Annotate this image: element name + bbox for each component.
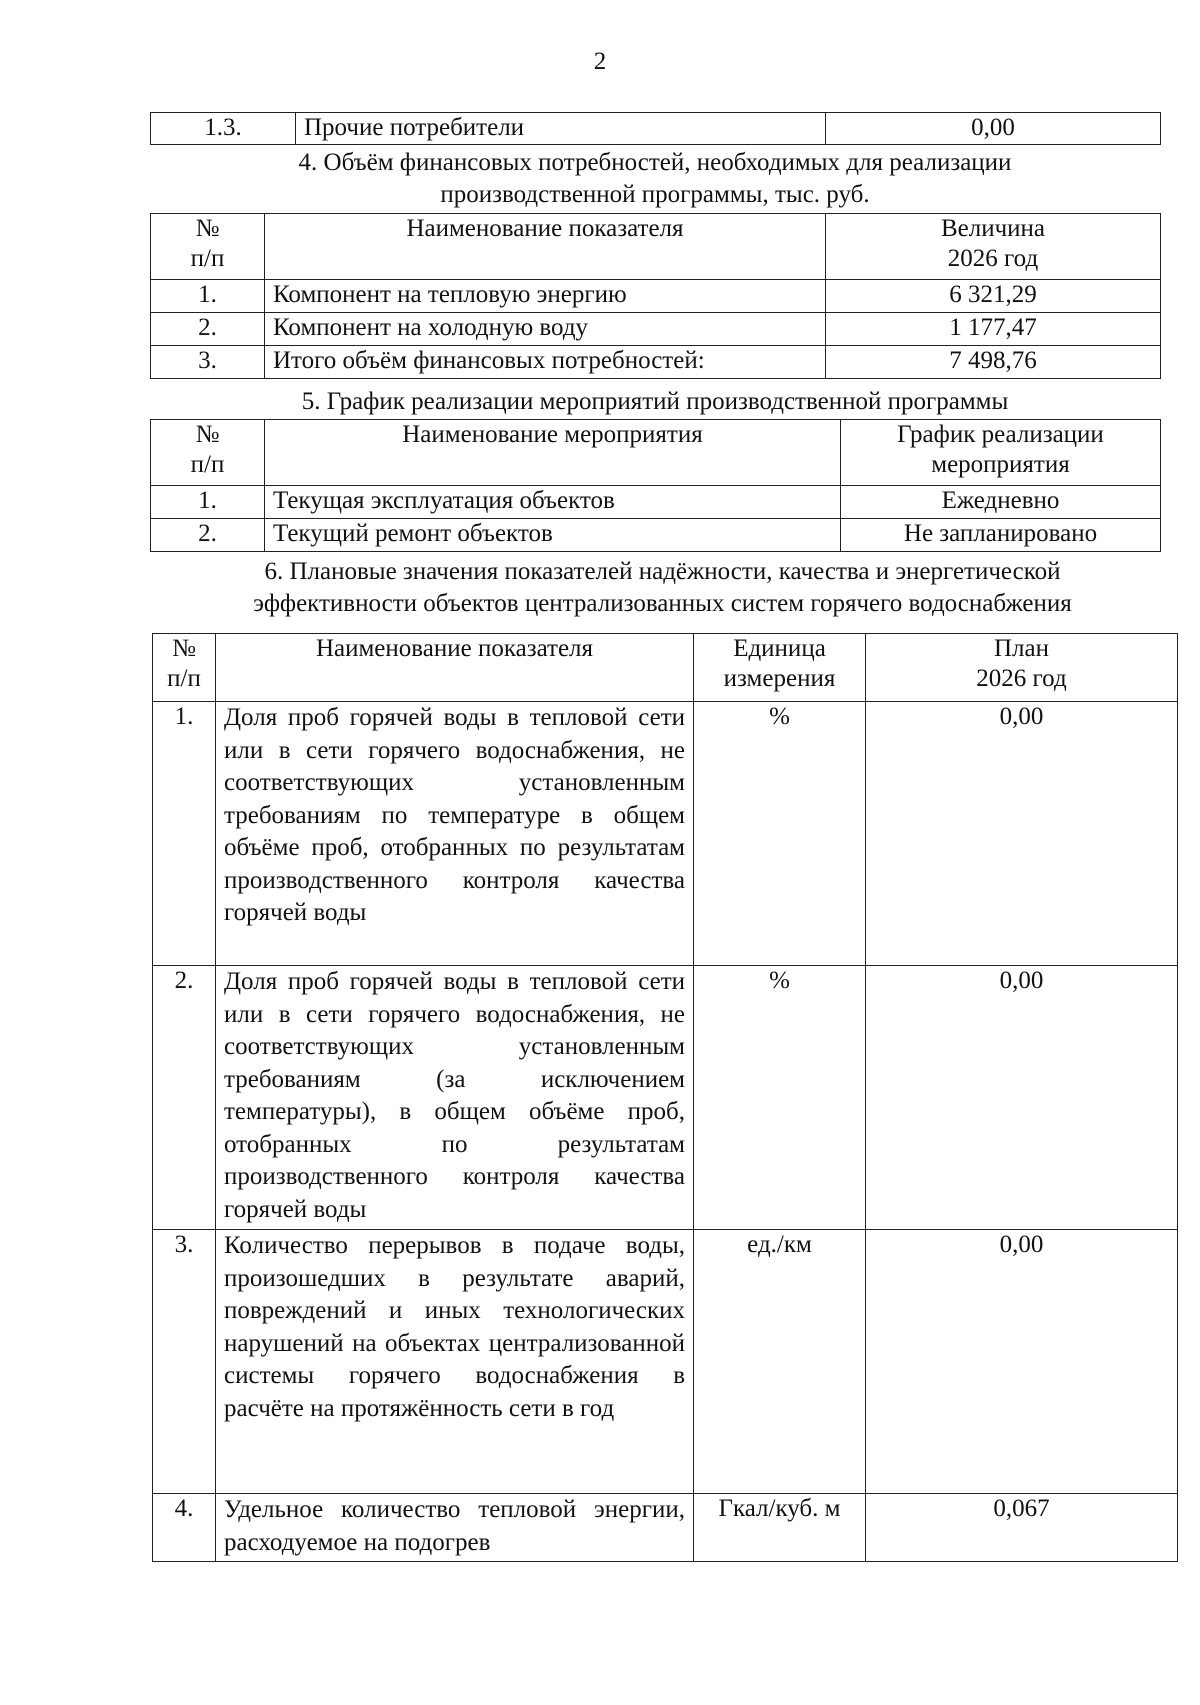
table-header-row	[151, 420, 1161, 486]
header-num-line1: №	[195, 215, 220, 242]
header-num-line2: п/п	[167, 665, 201, 692]
row-name: Прочие потребители	[296, 113, 826, 145]
header-value-line2: 2026 год	[947, 245, 1039, 272]
row-number: 3.	[153, 1230, 216, 1494]
row-value: 0,00	[826, 113, 1161, 145]
row-schedule: Ежедневно	[841, 486, 1161, 519]
header-value-line1: Величина	[940, 215, 1046, 242]
header-num	[151, 420, 265, 486]
row-number: 4.	[153, 1494, 216, 1562]
header-value	[826, 214, 1161, 280]
table-row	[151, 313, 1161, 346]
row-value: 7 498,76	[826, 346, 1161, 379]
table-row	[151, 486, 1161, 519]
row-number: 1.	[151, 280, 265, 313]
row-name: Удельное количество тепловой энергии, расходуемое на подогрев	[216, 1494, 694, 1562]
row-schedule: Не запланировано	[841, 519, 1161, 552]
section6-title	[150, 556, 1175, 620]
header-name: Наименование показателя	[265, 214, 826, 280]
row-unit: Гкал/куб. м	[694, 1494, 866, 1562]
row-number: 1.3.	[151, 113, 296, 145]
header-num-line2: п/п	[190, 451, 225, 478]
header-name: Наименование показателя	[216, 634, 694, 702]
row-number: 1.	[151, 486, 265, 519]
header-schedule-line1: График реализации	[897, 421, 1104, 448]
table-row	[151, 519, 1161, 552]
table-row	[153, 702, 1178, 966]
row-number: 2.	[151, 519, 265, 552]
header-plan-line1: План	[993, 635, 1049, 662]
header-num-line2: п/п	[190, 245, 225, 272]
row-name: Доля проб горячей воды в тепловой сети или в сети горячего водоснабжения, не соответствующих установленным требованиям (за исключением температуры), в общем объёме проб, отобранных по результатам производственного контроля качества горячей воды	[216, 966, 694, 1230]
table-financial-needs	[150, 213, 1161, 379]
table-row	[151, 113, 1161, 145]
table-schedule	[150, 419, 1161, 552]
row-value: 6 321,29	[826, 280, 1161, 313]
row-unit: %	[694, 966, 866, 1230]
table-header-row	[151, 214, 1161, 280]
table-reliability-indicators	[152, 633, 1178, 1562]
page-number: 2	[593, 48, 607, 75]
row-number: 1.	[153, 702, 216, 966]
header-num-line1: №	[195, 421, 220, 448]
row-value: 1 177,47	[826, 313, 1161, 346]
header-unit-line1: Единица	[733, 635, 826, 662]
table-row	[151, 346, 1161, 379]
section6-title-line1: 6. Плановые значения показателей надёжности, качества и энергетической	[264, 558, 1061, 585]
table-row	[153, 1230, 1178, 1494]
row-name: Количество перерывов в подаче воды, произошедших в результате аварий, повреждений и иных технологических нарушений на объектах централизованной системы горячего водоснабжения в расчёте на протяжённость сети в год	[216, 1230, 694, 1494]
section5-title	[150, 386, 1160, 418]
row-name: Текущая эксплуатация объектов	[265, 486, 841, 519]
row-number: 3.	[151, 346, 265, 379]
header-schedule-line2: мероприятия	[931, 451, 1070, 478]
row-name: Текущий ремонт объектов	[265, 519, 841, 552]
table-row	[153, 966, 1178, 1230]
row-name: Компонент на холодную воду	[265, 313, 826, 346]
table-header-row	[153, 634, 1178, 702]
row-plan: 0,00	[866, 1230, 1178, 1494]
header-unit	[694, 634, 866, 702]
table-consumers-tail	[150, 112, 1161, 145]
header-plan-line2: 2026 год	[976, 665, 1067, 692]
row-number: 2.	[151, 313, 265, 346]
row-name: Итого объём финансовых потребностей:	[265, 346, 826, 379]
header-name: Наименование мероприятия	[265, 420, 841, 486]
row-unit: %	[694, 702, 866, 966]
row-name: Доля проб горячей воды в тепловой сети или в сети горячего водоснабжения, не соответствующих установленным требованиям по температуре в общем объёме проб, отобранных по результатам производственного контроля качества горячей воды	[216, 702, 694, 966]
section5-title-line1: 5. График реализации мероприятий производственной программы	[301, 388, 1009, 415]
header-plan	[866, 634, 1178, 702]
row-plan: 0,00	[866, 702, 1178, 966]
header-unit-line2: измерения	[723, 665, 836, 692]
header-num	[151, 214, 265, 280]
section4-title	[150, 147, 1160, 211]
table-row	[153, 1494, 1178, 1562]
section4-title-line1: 4. Объём финансовых потребностей, необходимых для реализации	[298, 149, 1012, 176]
header-num-line1: №	[172, 635, 196, 662]
row-plan: 0,00	[866, 966, 1178, 1230]
section6-title-line2: эффективности объектов централизованных систем горячего водоснабжения	[253, 590, 1072, 617]
header-num	[153, 634, 216, 702]
table-row	[151, 280, 1161, 313]
row-unit: ед./км	[694, 1230, 866, 1494]
row-plan: 0,067	[866, 1494, 1178, 1562]
header-schedule	[841, 420, 1161, 486]
section4-title-line2: производственной программы, тыс. руб.	[440, 181, 870, 208]
row-name: Компонент на тепловую энергию	[265, 280, 826, 313]
row-number: 2.	[153, 966, 216, 1230]
